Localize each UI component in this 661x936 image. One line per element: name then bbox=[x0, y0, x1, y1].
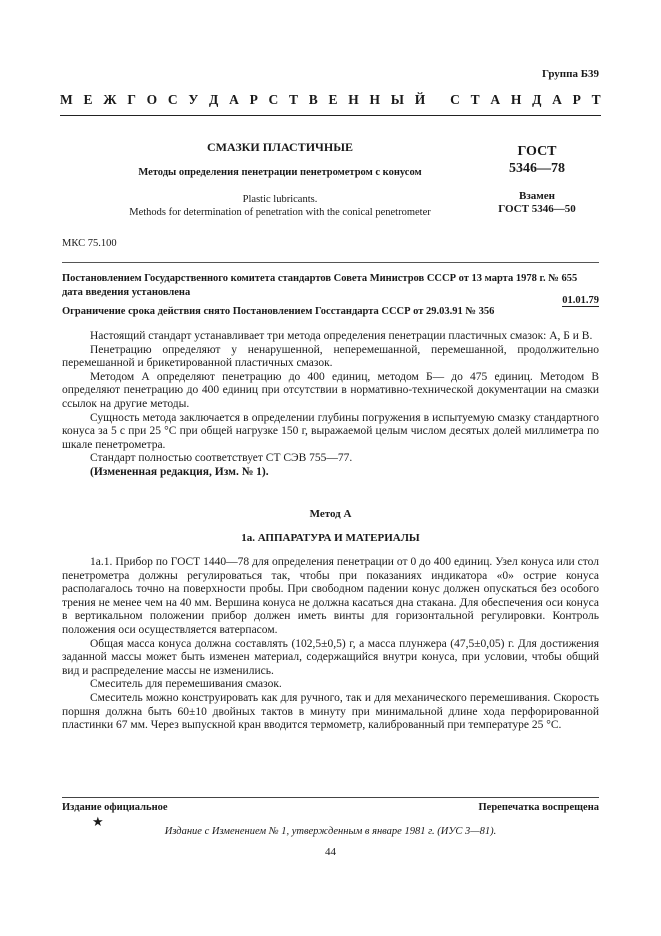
page-number: 44 bbox=[325, 846, 336, 858]
banner-letter: М bbox=[60, 92, 73, 107]
section-paragraph: 1а.1. Прибор по ГОСТ 1440—78 для определения пенетрации от 0 до 400 единиц. Узел конуса или стол пенетрометра должны регулироваться так, чтобы при показаниях индикатора «0» острие конуса располагалось точно на поверхности пробы. При свободном падении конус должен опускаться без особого трения не менее чем на 40 мм. Вершина конуса не должна касаться дна стакана. Для обеспечения оси конуса в вертикальном положении прибор должен иметь винты для горизонтальной регулировки. Контроль положения оси осуществляется ватерпасом. bbox=[62, 556, 599, 636]
star-icon: ★ bbox=[92, 814, 104, 829]
banner-letter: У bbox=[188, 92, 199, 107]
banner-letter: С bbox=[268, 92, 279, 107]
english-title-line2: Methods for determination of penetration with the conical penetrometer bbox=[129, 207, 431, 218]
official-edition-label: Издание официальное bbox=[62, 802, 168, 813]
banner-letter: О bbox=[146, 92, 158, 107]
banner-letter: Д bbox=[209, 92, 219, 107]
document-subtitle: Методы определения пенетрации пенетрометром с конусом bbox=[138, 167, 422, 178]
standard-banner bbox=[60, 92, 601, 108]
edition-footnote: Издание с Изменением № 1, утвержденным в январе 1981 г. (ИУС 3—81). bbox=[164, 826, 497, 837]
banner-letter: Й bbox=[414, 92, 426, 107]
gost-number: 5346—78 bbox=[509, 161, 565, 176]
banner-letter: Д bbox=[532, 92, 542, 107]
gost-label: ГОСТ bbox=[517, 144, 557, 159]
banner-letter: С bbox=[167, 92, 178, 107]
decree-text bbox=[62, 272, 602, 300]
banner-letter: Т bbox=[591, 92, 601, 107]
section-heading: 1а. АППАРАТУРА И МАТЕРИАЛЫ bbox=[241, 532, 420, 544]
replaces-number: ГОСТ 5346—50 bbox=[498, 203, 576, 215]
mks-code: МКС 75.100 bbox=[62, 238, 117, 249]
banner-letter: Н bbox=[369, 92, 381, 107]
banner-letter: Р bbox=[572, 92, 581, 107]
header-rule bbox=[62, 262, 599, 263]
english-title-line1: Plastic lubricants. bbox=[242, 194, 318, 205]
replaces-block bbox=[486, 190, 588, 216]
banner-letter: А bbox=[552, 92, 562, 107]
section-paragraph: Общая масса конуса должна составлять (102,5±0,5) г, а масса плунжера (47,5±0,05) г. Для достижения заданной массы может быть изменен материал, содержащийся внутри конуса, при условии, чтобы общий вид и распределение массы не изменились. bbox=[62, 637, 599, 677]
banner-rule bbox=[60, 115, 601, 116]
banner-letter: Е bbox=[328, 92, 338, 107]
intro-paragraph: Стандарт полностью соответствует СТ СЭВ 755—77. bbox=[90, 452, 353, 465]
amendment-note: (Измененная редакция, Изм. № 1). bbox=[90, 465, 269, 478]
intro-paragraph: Настоящий стандарт устанавливает три метода определения пенетрации пластичных смазок: А, Б и В. bbox=[90, 330, 593, 342]
group-label: Группа Б39 bbox=[542, 68, 599, 80]
intro-paragraph: Пенетрацию определяют у ненарушенной, неперемешанной, перемешанной, продолжительно перемешанной и брикетированной пластичных смазок. bbox=[62, 343, 599, 370]
banner-letter: Ж bbox=[103, 92, 117, 107]
section-paragraph: Смеситель для перемешивания смазок. bbox=[90, 678, 282, 691]
banner-letter: Н bbox=[348, 92, 359, 107]
replaces-label: Взамен bbox=[519, 190, 555, 202]
banner-letter: Н bbox=[510, 92, 522, 107]
apparatus-section bbox=[62, 556, 599, 733]
intro-paragraph: Сущность метода заключается в определении глубины погружения в испытуемую смазку стандартного конуса за 5 с при 25 °С при общей нагрузке 150 г, выражаемой целым числом десятых долей миллиметра по шкале пенетрометра. bbox=[62, 411, 599, 451]
banner-letter: Ы bbox=[390, 92, 405, 107]
banner-letter: Т bbox=[470, 92, 480, 107]
method-heading: Метод А bbox=[309, 508, 352, 520]
intro-section bbox=[62, 330, 599, 480]
document-title: СМАЗКИ ПЛАСТИЧНЫЕ bbox=[206, 140, 353, 154]
effective-date: 01.01.79 bbox=[562, 295, 599, 306]
footer-rule bbox=[62, 797, 599, 798]
gost-designation bbox=[494, 143, 580, 177]
english-title bbox=[80, 193, 480, 219]
banner-letter: Р bbox=[249, 92, 258, 107]
banner-letter: Т bbox=[289, 92, 299, 107]
decree-line2: дата введения установлена bbox=[62, 287, 191, 298]
decree-line1: Постановлением Государственного комитета стандартов Совета Министров СССР от 13 марта 1978 г. № 655 bbox=[62, 273, 578, 284]
validity-limit-note: Ограничение срока действия снято Постановлением Госстандарта СССР от 29.03.91 № 356 bbox=[62, 306, 495, 317]
banner-letter: Е bbox=[83, 92, 93, 107]
banner-letter: Г bbox=[127, 92, 136, 107]
banner-letter: С bbox=[450, 92, 460, 107]
banner-letter bbox=[436, 92, 439, 108]
banner-letter: В bbox=[308, 92, 318, 107]
intro-paragraph: Методом А определяют пенетрацию до 400 единиц, методом Б— до 475 единиц. Методом В определяют пенетрацию до 400 единиц при отсутствии в нормативно-технической документации на смазки ссылок на другие методы. bbox=[62, 370, 599, 410]
banner-letter: А bbox=[490, 92, 501, 107]
section-paragraph: Смеситель можно конструировать как для ручного, так и для механического перемешивания. Скорость поршня должна быть 60±10 двойных тактов в минуту при минимальной длине хода перфорированной пластинки 67 мм. Через выпускной кран вводится термометр, калиброванный при температуре 25 °С. bbox=[62, 691, 599, 732]
reprint-prohibited-label: Перепечатка воспрещена bbox=[478, 802, 599, 813]
banner-letter: А bbox=[229, 92, 239, 107]
